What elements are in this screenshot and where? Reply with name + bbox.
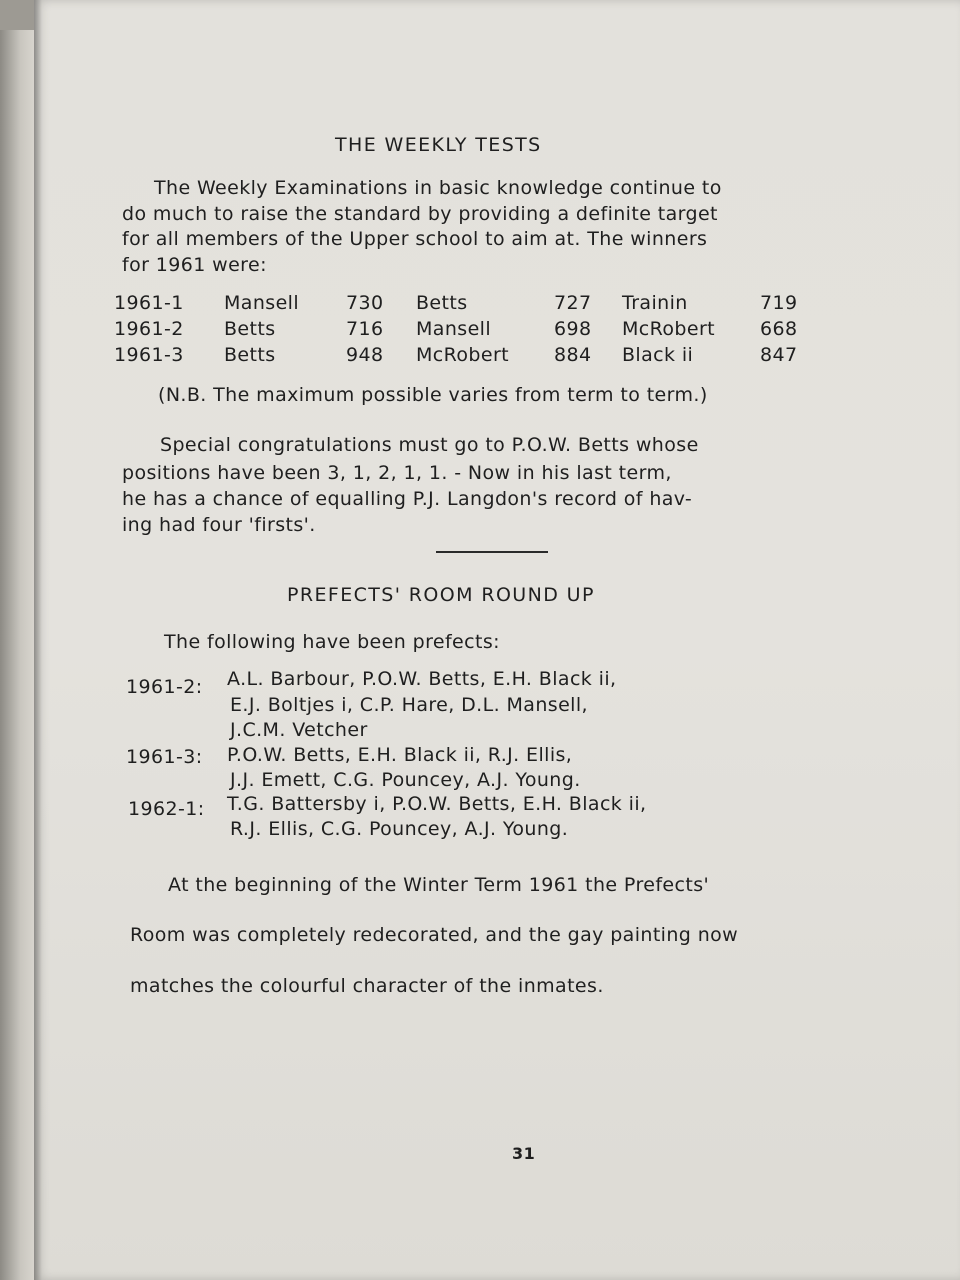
result-second: Betts	[416, 292, 468, 314]
result-first-score: 730	[346, 292, 384, 314]
congrats-line-2: positions have been 3, 1, 2, 1, 1. - Now in his last term,	[122, 462, 672, 484]
binding-shadow	[34, 0, 42, 1280]
result-third-score: 668	[760, 318, 798, 340]
prefect-group-line: J.C.M. Vetcher	[230, 719, 368, 741]
result-term: 1961-2	[114, 318, 184, 340]
prefect-group-line: A.L. Barbour, P.O.W. Betts, E.H. Black ii,	[227, 668, 617, 690]
booklet-page	[34, 0, 960, 1280]
result-third-score: 719	[760, 292, 798, 314]
result-third: Trainin	[622, 292, 688, 314]
closing-line-1: At the beginning of the Winter Term 1961 the Prefects'	[168, 874, 710, 896]
prefect-group-line: T.G. Battersby i, P.O.W. Betts, E.H. Black ii,	[227, 793, 647, 815]
section-divider	[436, 551, 548, 553]
result-third-score: 847	[760, 344, 798, 366]
maximum-note: (N.B. The maximum possible varies from term to term.)	[158, 384, 708, 406]
weekly-intro-line-4: for 1961 were:	[122, 254, 267, 276]
result-first: Mansell	[224, 292, 300, 314]
weekly-tests-title: THE WEEKLY TESTS	[335, 134, 542, 156]
weekly-intro-line-1: The Weekly Examinations in basic knowledge continue to	[154, 177, 722, 199]
closing-line-2: Room was completely redecorated, and the gay painting now	[130, 924, 739, 946]
congrats-line-4: ing had four 'firsts'.	[122, 514, 316, 536]
prefects-title: PREFECTS' ROOM ROUND UP	[287, 584, 595, 606]
weekly-intro-line-3: for all members of the Upper school to aim at. The winners	[122, 228, 708, 250]
facing-page-edge	[0, 30, 34, 1280]
result-first: Betts	[224, 318, 276, 340]
prefect-group-term: 1961-2:	[126, 676, 203, 698]
result-third: Black ii	[622, 344, 694, 366]
result-third: McRobert	[622, 318, 716, 340]
congrats-line-1: Special congratulations must go to P.O.W. Betts whose	[160, 434, 699, 456]
prefect-group-term: 1961-3:	[126, 746, 203, 768]
prefects-intro: The following have been prefects:	[164, 631, 500, 653]
prefect-group-line: P.O.W. Betts, E.H. Black ii, R.J. Ellis,	[227, 744, 573, 766]
congrats-line-3: he has a chance of equalling P.J. Langdon's record of hav-	[122, 488, 693, 510]
result-first: Betts	[224, 344, 276, 366]
page-number: 31	[512, 1144, 536, 1163]
prefect-group-line: J.J. Emett, C.G. Pouncey, A.J. Young.	[230, 769, 581, 791]
result-second-score: 727	[554, 292, 592, 314]
prefect-group-line: E.J. Boltjes i, C.P. Hare, D.L. Mansell,	[230, 694, 588, 716]
result-second-score: 884	[554, 344, 592, 366]
closing-line-3: matches the colourful character of the inmates.	[130, 975, 604, 997]
result-second: McRobert	[416, 344, 510, 366]
result-first-score: 948	[346, 344, 384, 366]
result-term: 1961-3	[114, 344, 184, 366]
result-second: Mansell	[416, 318, 492, 340]
result-second-score: 698	[554, 318, 592, 340]
prefect-group-line: R.J. Ellis, C.G. Pouncey, A.J. Young.	[230, 818, 569, 840]
prefect-group-term: 1962-1:	[128, 798, 205, 820]
result-term: 1961-1	[114, 292, 184, 314]
weekly-intro-line-2: do much to raise the standard by providing a definite target	[122, 203, 718, 225]
result-first-score: 716	[346, 318, 384, 340]
